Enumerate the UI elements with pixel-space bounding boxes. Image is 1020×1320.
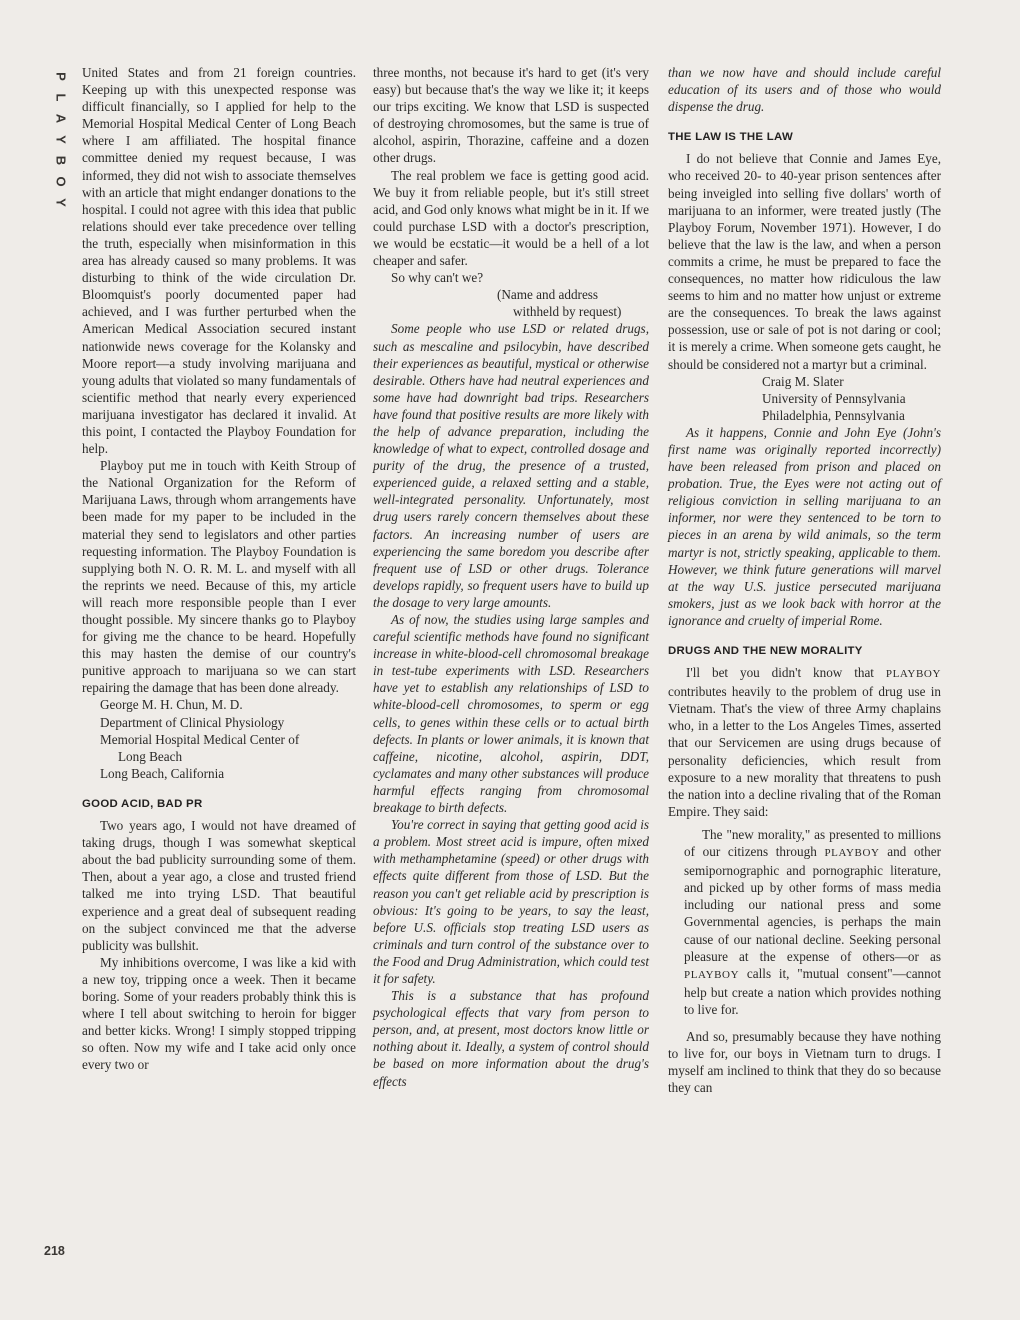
letter-paragraph: three months, not because it's hard to get (it's very easy) but because that's the way we like it; it keeps our trips exciting. We know that LSD is suspected of destroying chromosomes, but the same is true of alcohol, aspirin, Thorazine, caffeine and a dozen other drugs. [373, 65, 649, 166]
signature-line: Long Beach, California [100, 765, 225, 781]
letter-signature [82, 696, 356, 781]
signature-line: (Name and address [497, 287, 599, 303]
brand-letter: L [53, 93, 69, 102]
section-heading: GOOD ACID, BAD PR [82, 797, 203, 810]
text-run: The "new morality," as presented to millions of our citizens through [684, 826, 941, 860]
column-1 [82, 64, 356, 1073]
quote-paragraph [684, 826, 941, 1018]
text-run: contributes heavily to the problem of drug use in Vietnam. That's the view of three Army chaplains who, in a letter to the Los Angeles Times, asserted that our Servicemen are using drugs because of personality deficiencies, which result from exposure to a new morality that threatens to push the nation into a decline rivaling that of the Roman Empire. They said: [668, 684, 941, 819]
text-run: I'll bet you didn't know that [686, 665, 874, 681]
section-heading: DRUGS AND THE NEW MORALITY [668, 645, 863, 657]
letter-signature [668, 373, 941, 424]
editor-reply: You're correct in saying that getting good acid is a problem. Most street acid is impure, often mixed with methamphetamine (speed) or other drugs with effects quite different from those of LSD. But the reason you can't get reliable acid by prescription is obvious: It's going to be years, to say the least, before U.S. officials stop treating LSD users as criminals and turn control of the substance over to the Food and Drug Administration, which could test it for safety. [373, 817, 649, 986]
brand-letter: P [53, 72, 69, 81]
letter-paragraph: My inhibitions overcome, I was like a kid with a new toy, tripping once a week. Then it became boring. Some of your readers probably think this is where I tell about switching to heroin for bigger and better kicks. Wrong! I simply stopped tripping so often. Now my wife and I take acid only once every two or [82, 954, 356, 1073]
letter-paragraph: Two years ago, I would not have dreamed of taking drugs, though I was somewhat skeptical about the bad publicity surrounding some of them. Then, about a year ago, a close and trusted friend talked me into trying LSD. That beautiful experience and a great deal of subsequent reading on the subject convinced me that the adverse publicity was bullshit. [82, 818, 356, 953]
editor-reply: than we now have and should include careful education of its users and of those who would dispense the drug. [668, 65, 941, 115]
editor-reply: As it happens, Connie and John Eye (John's first name was originally reported incorrectly) have been released from prison and placed on probation. True, the Eyes were not acting out of religious conviction in selling marijuana to an informer, nor were they sentenced to be torn to pieces in an arena by wild animals, so the term martyr is not, strictly speaking, applicable to them. However, we think future generations will marvel at the way U.S. justice persecuted marijuana smokers, just as we look back with horror at the ignorance and cruelty of imperial Rome. [668, 424, 941, 628]
text-run: calls it, "mutual consent"—cannot help but create a nation which provides nothing to live for. [684, 965, 941, 1017]
letter-signature [373, 286, 649, 320]
signature-name: George M. H. Chun, M. D. [100, 697, 243, 713]
editor-reply: Some people who use LSD or related drugs, such as mescaline and psilocybin, have described their experiences as beautiful, mystical or otherwise desirable. Others have had neutral experiences and some have had downright bad trips. Researchers have found that positive results are more likely with the help of advance preparation, including the knowledge of what to expect, controlled dosage and purity of the drug, the presence of a trusted, experienced guide, a relaxed setting and a stable, well-integrated personality. Unfortunately, most drug users rarely concern themselves about these factors. An increasing number of users are experiencing the same boredom you describe after frequent use of LSD or other drugs. Tolerance develops rapidly, so frequent users have to build up the dosage to very large amounts. [373, 321, 649, 610]
brand-letter: Y [53, 198, 69, 207]
letter-paragraph: Playboy put me in touch with Keith Stroup of the National Organization for the Reform of Marijuana Laws, through whom arrangements have been made for my paper to be included in the material they send to legislators and other parties requesting information. The Playboy Foundation is supplying both N. O. R. M. L. and myself with all the reprints we need. Because of this, my article will reach more responsible people than I ever thought possible. My sincere thanks go to Playboy for giving me the chance to be heard. Hopefully this may hasten the demise of our country's punitive approach to marijuana so we can start repairing the damage that has been done already. [82, 458, 356, 696]
text-run: and other semipornographic and pornographic literature, and picked up by other forms of mass media including our national press and some Governmental agencies, is perhaps the main cause of our national decline. Seeking personal pleasure at the expense of others—or as [684, 844, 941, 964]
brand-mention: PLAYBOY [824, 847, 880, 860]
brand-mention: PLAYBOY [684, 968, 740, 981]
signature-line: Department of Clinical Physiology [100, 714, 285, 730]
signature-name: Craig M. Slater [762, 373, 844, 389]
signature-line: University of Pennsylvania [762, 390, 906, 406]
letter-paragraph: I do not believe that Connie and James Eye, who received 20- to 40-year prison sentences after being inveigled into selling five dollars' worth of marijuana to an informer, were treated justly (The Playboy Forum, November 1971). However, I do believe that the law is the law, and when a person commits a crime, he must be prepared to face the consequences, no matter how ridiculous the law seems to him and no matter how unjust or extreme are the consequences. To break the laws against possession, use or sale of pot is not daring or cool; it is merely a crime. When someone gets caught, he should be considered not a martyr but a criminal. [668, 151, 941, 372]
signature-line: withheld by request) [513, 304, 622, 320]
brand-letter: O [53, 176, 69, 187]
editor-reply: This is a substance that has profound psychological effects that vary from person to person, and, at present, most doctors know little or nothing about it. Ideally, a system of control should be based on more information about the drug's effects [373, 988, 649, 1089]
brand-vertical [50, 66, 72, 213]
letter-paragraph: United States and from 21 foreign countries. Keeping up with this unexpected response was difficult financially, so I applied for help to the Memorial Hospital Medical Center of Long Beach where I am affiliated. The hospital finance committee denied my request because, I was informed, they did not wish to associate themselves with an article that might endanger donations to the hospital. I could not agree with this idea that public relations should ever take precedence over telling the truth, especially when misinformation in this area has already caused so many problems. It was disturbing to think of the wide circulation Dr. Bloomquist's poorly documented paper had achieved, and I was further perturbed when the American Medical Association secured instant nationwide news coverage for the Kolansky and Moore report—a study involving marijuana and young adults that violated so many fundamentals of scientific method that nearly every experienced marijuana investigator has declared it invalid. At this point, I contacted the Playboy Foundation for help. [82, 65, 356, 457]
section-heading: THE LAW IS THE LAW [668, 131, 793, 144]
letter-paragraph: The real problem we face is getting good acid. We buy it from reliable people, but it's still street acid, and God only knows what might be in it. If we could purchase LSD with a doctor's prescription, we would be ecstatic—it would be a hell of a lot cheaper and safer. [373, 167, 649, 269]
letter-paragraph: So why can't we? [391, 270, 484, 286]
page-number: 218 [44, 1244, 65, 1258]
column-3 [668, 64, 941, 1096]
block-quote [684, 826, 941, 1018]
signature-line: Philadelphia, Pennsylvania [762, 407, 905, 423]
brand-letter: B [53, 155, 69, 166]
letter-paragraph [668, 664, 941, 820]
column-2 [373, 64, 649, 1090]
editor-reply: As of now, the studies using large samples and careful scientific methods have found no significant increase in white-blood-cell chromosomal breakage in test-tube experiments with LSD. Researchers have yet to establish any relationships of LSD to white-blood-cell chromosomes, to sperm or egg cells, to genes within these cells or to actual birth defects. In plants or lower animals, it is known that caffeine, nicotine, alcohol, aspirin, DDT, cyclamates and many other substances will produce harmful effects ranging from chromosomal breakage to birth defects. [373, 612, 649, 816]
signature-line: Long Beach [118, 748, 183, 764]
brand-letter: Y [53, 135, 69, 144]
signature-line: Memorial Hospital Medical Center of [100, 731, 300, 747]
brand-mention: PLAYBOY [885, 668, 941, 681]
brand-letter: A [53, 113, 69, 124]
letter-paragraph: And so, presumably because they have nothing to live for, our boys in Vietnam turn to drugs. I myself am inclined to think that they do so because they can [668, 1028, 941, 1096]
